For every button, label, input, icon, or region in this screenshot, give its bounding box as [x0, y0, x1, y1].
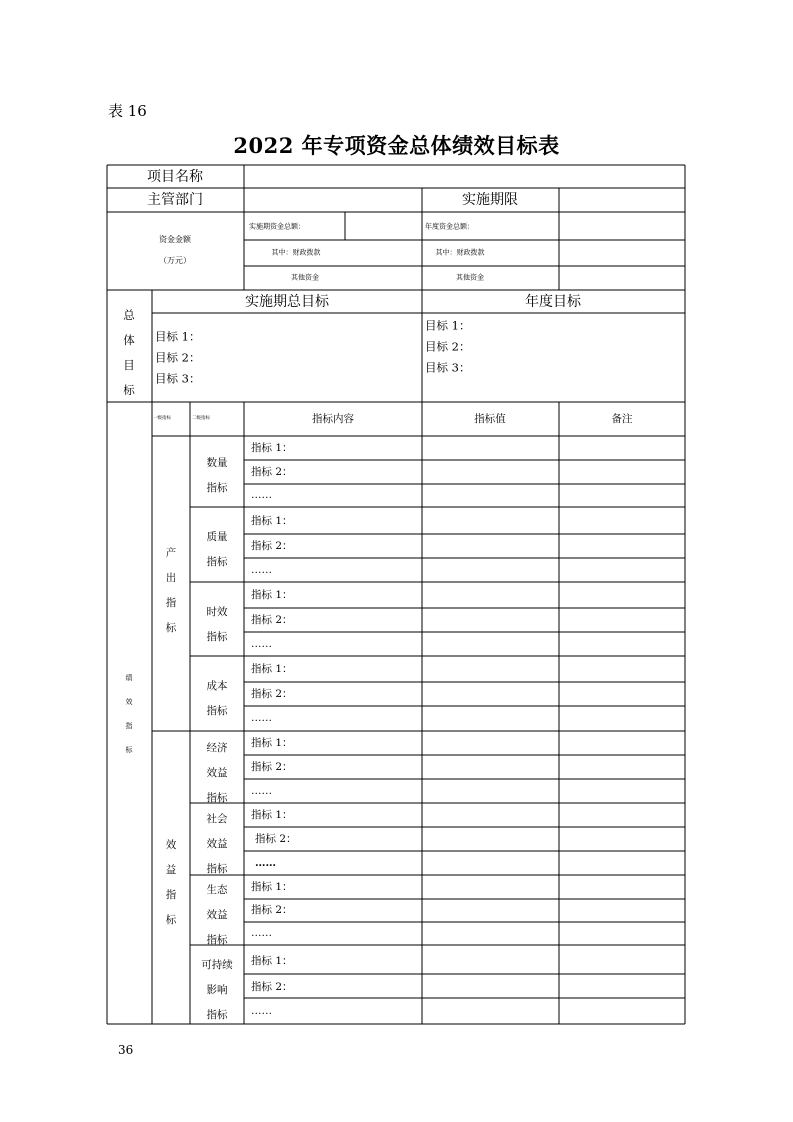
indicator-item: 指标 1：	[251, 880, 293, 893]
col-note-header: 备注	[611, 412, 633, 425]
indicator-item: 指标 1：	[251, 514, 293, 527]
page-number: 36	[118, 1043, 134, 1057]
indicator-item: ……	[251, 637, 272, 650]
period-other-label: 其他资金	[291, 273, 319, 282]
indicator-item: ……	[251, 488, 272, 501]
period-label: 实施期限	[462, 192, 518, 208]
project-name-label: 项目名称	[147, 169, 203, 185]
table-number-label: 表 16	[108, 102, 147, 120]
period-goal-3: 目标 3：	[155, 371, 201, 386]
indicator-item: 指标 2：	[251, 613, 293, 626]
annual-total-label: 年度资金总额：	[425, 222, 474, 231]
output-indicator-label: 产 出 指 标	[165, 547, 177, 634]
department-label: 主管部门	[147, 192, 203, 208]
quality-indicator-label: 质量 指标	[206, 531, 228, 568]
indicator-item: 指标 1：	[251, 662, 293, 675]
quantity-indicator-label: 数量 指标	[206, 457, 228, 494]
page-title: 2022 年专项资金总体绩效目标表	[233, 133, 560, 158]
annual-goal-3: 目标 3：	[425, 360, 471, 375]
benefit-indicator-label: 效 益 指 标	[165, 839, 177, 926]
indicator-item: 指标 1：	[251, 588, 293, 601]
indicator-item: 指标 2：	[251, 760, 293, 773]
col-level2-header: 二级指标	[192, 415, 210, 421]
indicator-item: 指标 1：	[251, 736, 293, 749]
annual-goal-header: 年度目标	[525, 294, 581, 310]
indicator-item: 指标 2：	[251, 903, 293, 916]
period-total-label: 实施期资金总额：	[249, 222, 305, 231]
indicator-item: ……	[251, 1004, 272, 1017]
annual-other-label: 其他资金	[456, 273, 484, 282]
cost-indicator-label: 成本 指标	[206, 680, 228, 717]
period-goal-header: 实施期总目标	[245, 294, 329, 310]
indicator-item: 指标 1：	[251, 808, 293, 821]
overall-goal-side-label: 总 体 目 标	[123, 308, 135, 397]
annual-fiscal-label: 其中：财政拨款	[435, 248, 485, 257]
indicator-item: ……	[255, 856, 276, 869]
timeliness-indicator-label: 时效 指标	[206, 606, 228, 643]
perf-side-label: 绩 效 指 标	[125, 674, 133, 754]
indicator-item: 指标 1：	[251, 954, 293, 967]
period-fiscal-label: 其中：财政拨款	[271, 248, 321, 257]
indicator-item: ……	[251, 926, 272, 939]
indicator-item: 指标 2：	[251, 465, 293, 478]
indicator-item: ……	[251, 784, 272, 797]
col-level1-header: 一级指标	[153, 415, 171, 421]
social-benefit-label: 社会 效益 指标	[206, 813, 228, 875]
period-goal-2: 目标 2：	[155, 350, 201, 365]
indicator-item: 指标 2：	[251, 980, 293, 993]
period-goal-1: 目标 1：	[155, 329, 201, 344]
funds-unit-label: （万元）	[159, 256, 191, 265]
indicator-item: 指标 2：	[251, 539, 293, 552]
funds-amount-label: 资金金额	[159, 235, 191, 244]
indicator-item: ……	[251, 563, 272, 576]
indicator-item: 指标 2：	[255, 832, 297, 845]
annual-goal-1: 目标 1：	[425, 318, 471, 333]
sustainability-impact-label: 可持续 影响 指标	[201, 959, 233, 1021]
indicator-item: 指标 2：	[251, 687, 293, 700]
annual-goal-2: 目标 2：	[425, 339, 471, 354]
ecological-benefit-label: 生态 效益 指标	[206, 884, 228, 946]
col-value-header: 指标值	[474, 412, 506, 425]
col-content-header: 指标内容	[312, 412, 354, 425]
indicator-item: ……	[251, 711, 272, 724]
economic-benefit-label: 经济 效益 指标	[206, 742, 228, 804]
indicator-item: 指标 1：	[251, 441, 293, 454]
